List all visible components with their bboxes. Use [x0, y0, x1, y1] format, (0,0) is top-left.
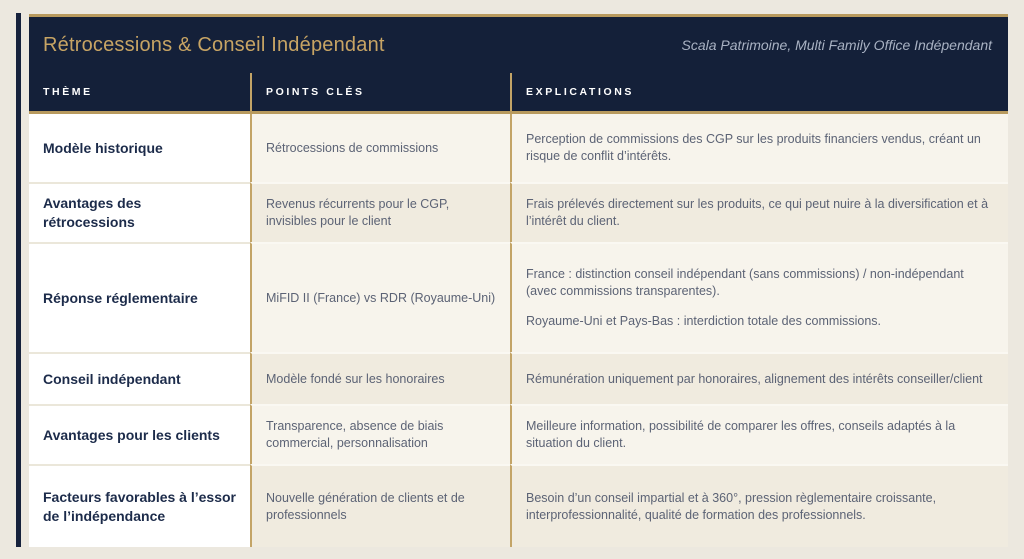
table-row: [29, 464, 1008, 547]
points-cell: [250, 182, 510, 242]
card-header: [29, 14, 1008, 114]
points-text: Rétrocessions de commissions: [266, 140, 439, 155]
column-header-explications: EXPLICATIONS: [510, 73, 1008, 111]
table-row: [29, 114, 1008, 182]
explications-text: Meilleure information, possibilité de comparer les offres, conseils adaptés à la situation du client.: [526, 419, 956, 450]
page-subtitle: Scala Patrimoine, Multi Family Office Indépendant: [681, 37, 992, 53]
explications-text: Besoin d’un conseil impartial et à 360°, pression règlementaire croissante, interprofessionnalité, qualité de formation des professionnels.: [526, 490, 937, 522]
explications-text: Royaume-Uni et Pays-Bas : interdiction totale des commissions.: [526, 314, 882, 328]
explications-cell: [510, 114, 1008, 182]
table-header-row: [29, 73, 1008, 111]
theme-cell: Réponse réglementaire: [29, 242, 250, 352]
table-body: [29, 114, 1008, 547]
retrocessions-table-card: [29, 14, 1008, 547]
table-row: [29, 352, 1008, 404]
explications-text: Rémunération uniquement par honoraires, alignement des intérêts conseiller/client: [526, 371, 983, 386]
explications-cell: [510, 182, 1008, 242]
points-text: Revenus récurrents pour le CGP, invisibles pour le client: [266, 197, 450, 228]
points-cell: [250, 114, 510, 182]
points-text: Transparence, absence de biais commercial, personnalisation: [266, 419, 444, 450]
explications-cell: [510, 404, 1008, 464]
explications-cell: [510, 242, 1008, 352]
table-row: [29, 404, 1008, 464]
points-cell: [250, 352, 510, 404]
explications-text: Frais prélevés directement sur les produits, ce qui peut nuire à la diversification et à l’intérêt du client.: [526, 197, 989, 228]
page-title: Rétrocessions & Conseil Indépendant: [43, 33, 385, 56]
theme-cell: Modèle historique: [29, 114, 250, 182]
theme-cell: Conseil indépendant: [29, 352, 250, 404]
points-cell: [250, 404, 510, 464]
column-header-theme: THÈME: [43, 86, 93, 98]
points-text: MiFID II (France) vs RDR (Royaume-Uni): [266, 290, 496, 305]
explications-cell: [510, 464, 1008, 547]
points-text: Nouvelle génération de clients et de professionnels: [266, 490, 465, 522]
explications-text: Perception de commissions des CGP sur les produits financiers vendus, créant un risque de conflit d’intérêts.: [526, 132, 981, 163]
title-row: [29, 17, 1008, 73]
explications-cell: [510, 352, 1008, 404]
theme-cell: Facteurs favorables à l’essor de l’indépendance: [29, 464, 250, 547]
column-header-points-cles: POINTS CLÉS: [250, 73, 510, 111]
points-cell: [250, 464, 510, 547]
table-row: [29, 242, 1008, 352]
explications-text: France : distinction conseil indépendant (sans commissions) / non-indépendant (avec commissions transparentes).: [526, 267, 964, 298]
theme-cell: Avantages pour les clients: [29, 404, 250, 464]
points-cell: [250, 242, 510, 352]
points-text: Modèle fondé sur les honoraires: [266, 371, 445, 386]
left-accent-bar: [16, 13, 21, 547]
table-row: [29, 182, 1008, 242]
theme-cell: Avantages des rétrocessions: [29, 182, 250, 242]
